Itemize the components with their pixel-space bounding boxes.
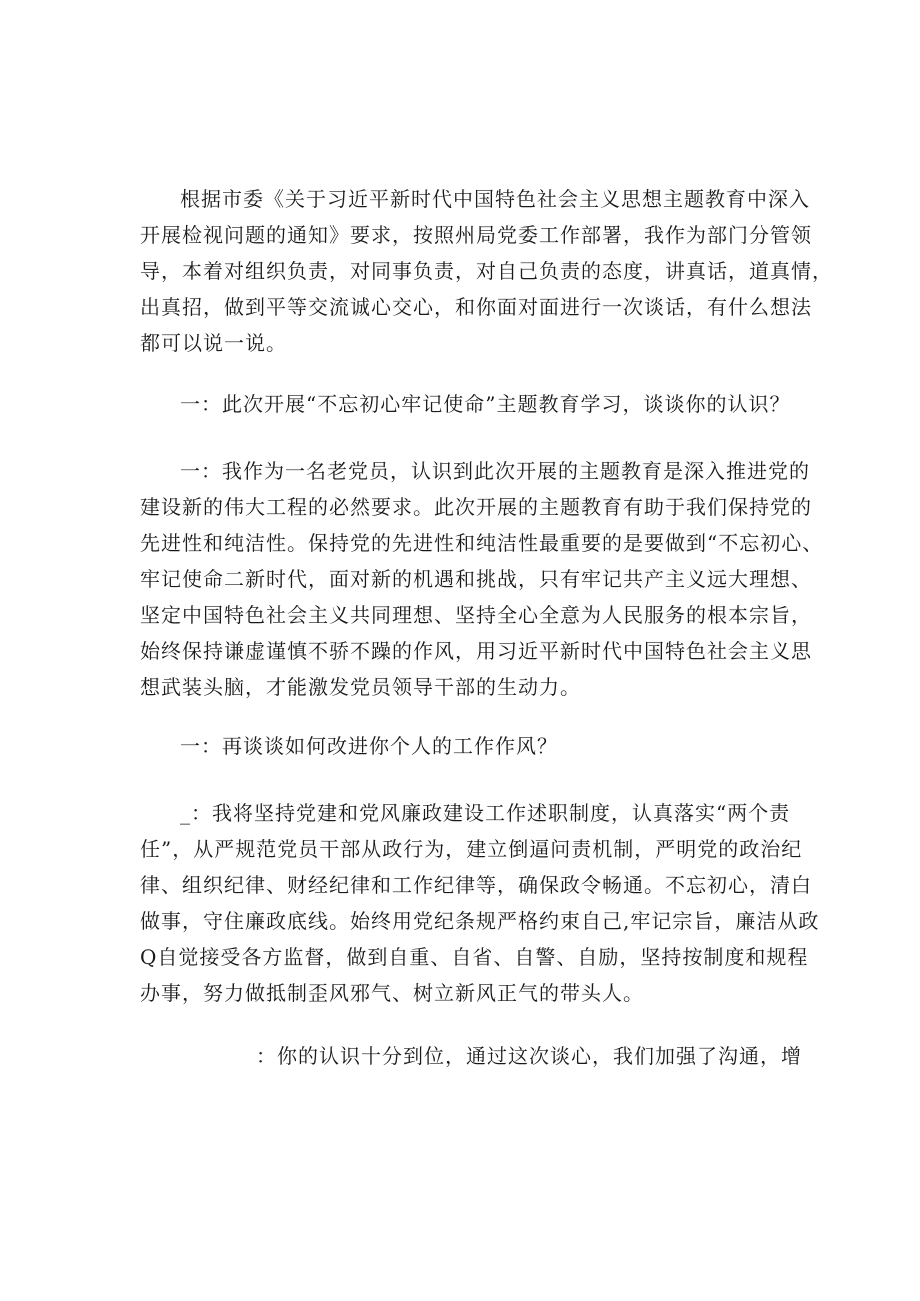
text-line: 一：我作为一名老党员，认识到此次开展的主题教育是深入推进党的 <box>180 459 810 483</box>
text-line: 牢记使命二新时代，面对新的机遇和挑战，只有牢记共产主义远大理想、 <box>140 567 812 591</box>
text-line: 建设新的伟大工程的必然要求。此次开展的主题教育有助于我们保持党的 <box>140 495 812 519</box>
text-line: 想武装头脑，才能激发党员领导干部的生动力。 <box>140 675 581 699</box>
text-line: 始终保持谦虚谨慎不骄不躁的作风，用习近平新时代中国特色社会主义思 <box>140 639 812 663</box>
text-line: _：我将坚持党建和党风廉政建设工作述职制度，认真落实“两个责 <box>180 801 791 825</box>
intro-paragraph <box>140 181 833 361</box>
text-line: 都可以说一说。 <box>140 331 287 355</box>
text-line: 开展检视问题的通知》要求，按照州局党委工作部署，我作为部门分管领 <box>140 223 812 247</box>
text-line: 出真招，做到平等交流诚心交心，和你面对面进行一次谈话，有什么想法 <box>140 295 812 319</box>
text-line: 一：再谈谈如何改进你个人的工作作风？ <box>180 734 558 758</box>
text-line: 导，本着对组织负责，对同事负责，对自己负责的态度，讲真话，道真情， <box>140 259 833 283</box>
text-line: 一：此次开展“不忘初心牢记使命”主题教育学习，谈谈你的认识？ <box>180 392 791 416</box>
answer-1-paragraph <box>140 453 824 705</box>
text-line: 律、组织纪律、财经纪律和工作纪律等，确保政令畅通。不忘初心，清白 <box>140 873 812 897</box>
question-1-paragraph <box>140 386 800 422</box>
text-line: 任”，从严规范党员干部从政行为，建立倒逼问责机制，严明党的政治纪 <box>140 837 803 861</box>
text-line: ：你的认识十分到位，通过这次谈心，我们加强了沟通，增 <box>256 1044 802 1068</box>
question-2-paragraph <box>140 728 800 764</box>
closing-paragraph <box>140 1038 800 1074</box>
text-line: Q自觉接受各方监督，做到自重、自省、自警、自励，坚持按制度和规程 <box>140 945 809 969</box>
answer-2-paragraph <box>140 795 820 1011</box>
text-line: 做事，守住廉政底线。始终用党纪条规严格约束自己,牢记宗旨，廉洁从政 <box>140 909 820 933</box>
text-line: 坚定中国特色社会主义共同理想、坚持全心全意为人民服务的根本宗旨， <box>140 603 812 627</box>
text-line: 办事，努力做抵制歪风邪气、树立新风正气的带头人。 <box>140 981 644 1005</box>
text-line: 先进性和纯洁性。保持党的先进性和纯洁性最重要的是要做到“不忘初心、 <box>140 531 824 555</box>
text-line: 根据市委《关于习近平新时代中国特色社会主义思想主题教育中深入 <box>180 187 810 211</box>
